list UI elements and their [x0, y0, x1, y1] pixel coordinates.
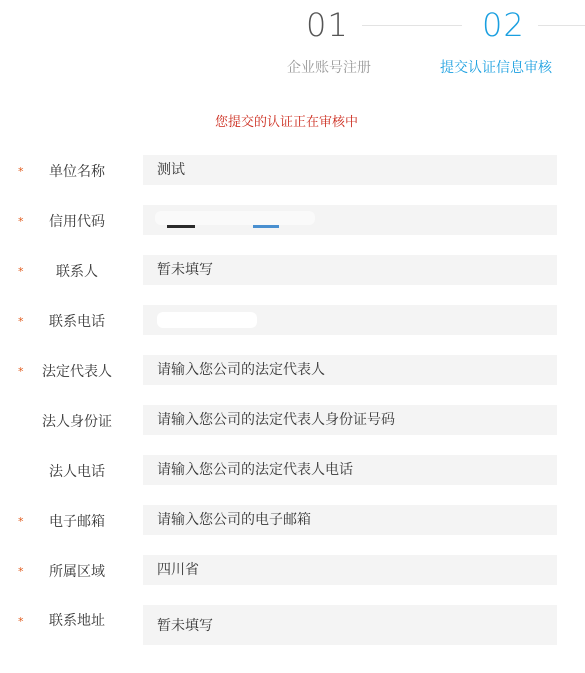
legal-rep-id-field[interactable]: 请输入您公司的法定代表人身份证号码 [143, 405, 557, 435]
company-name-label: 单位名称 [49, 164, 105, 180]
redaction-blur [155, 211, 315, 225]
address-label: 联系地址 [49, 613, 105, 629]
email-field[interactable]: 请输入您公司的电子邮箱 [143, 505, 557, 535]
redaction-blur [157, 312, 257, 328]
form-row-contact-phone [0, 305, 585, 335]
step-1-number: 01 [306, 6, 349, 44]
step-2-label: 提交认证信息审核 [440, 60, 552, 76]
redaction-mark [167, 225, 195, 228]
legal-rep-id-label: 法人身份证 [42, 414, 112, 430]
legal-rep-phone-label: 法人电话 [49, 464, 105, 480]
credit-code-field[interactable] [143, 205, 557, 235]
step-2-number: 02 [482, 6, 525, 44]
step-progress [0, 0, 585, 90]
legal-rep-phone-field[interactable]: 请输入您公司的法定代表人电话 [143, 455, 557, 485]
step-1-label: 企业账号注册 [287, 60, 371, 76]
form-row-region [0, 555, 585, 585]
required-mark: * [18, 165, 24, 178]
form-row-company-name [0, 155, 585, 185]
region-field[interactable]: 四川省 [143, 555, 557, 585]
required-mark: * [18, 315, 24, 328]
contact-person-field[interactable]: 暂未填写 [143, 255, 557, 285]
form-row-contact-person [0, 255, 585, 285]
credit-code-label: 信用代码 [49, 214, 105, 230]
form-row-credit-code [0, 205, 585, 235]
required-mark: * [18, 615, 24, 628]
address-field[interactable]: 暂未填写 [143, 605, 557, 645]
step-connector-trailing [538, 25, 585, 26]
redaction-mark [253, 225, 279, 228]
status-text: 您提交的认证正在审核中 [214, 115, 358, 130]
legal-rep-field[interactable]: 请输入您公司的法定代表人 [143, 355, 557, 385]
required-mark: * [18, 515, 24, 528]
form-row-email [0, 505, 585, 535]
form-row-legal-rep-phone [0, 455, 585, 485]
review-status-message [0, 111, 585, 130]
contact-person-label: 联系人 [56, 264, 98, 280]
region-label: 所属区域 [49, 564, 105, 580]
email-label: 电子邮箱 [49, 514, 105, 530]
contact-phone-field[interactable] [143, 305, 557, 335]
step-connector [362, 25, 462, 26]
form-row-address [0, 605, 585, 645]
required-mark: * [18, 565, 24, 578]
required-mark: * [18, 365, 24, 378]
form-row-legal-rep [0, 355, 585, 385]
company-name-field[interactable]: 测试 [143, 155, 557, 185]
legal-rep-label: 法定代表人 [42, 364, 112, 380]
required-mark: * [18, 215, 24, 228]
form-row-legal-rep-id [0, 405, 585, 435]
contact-phone-label: 联系电话 [49, 314, 105, 330]
required-mark: * [18, 265, 24, 278]
